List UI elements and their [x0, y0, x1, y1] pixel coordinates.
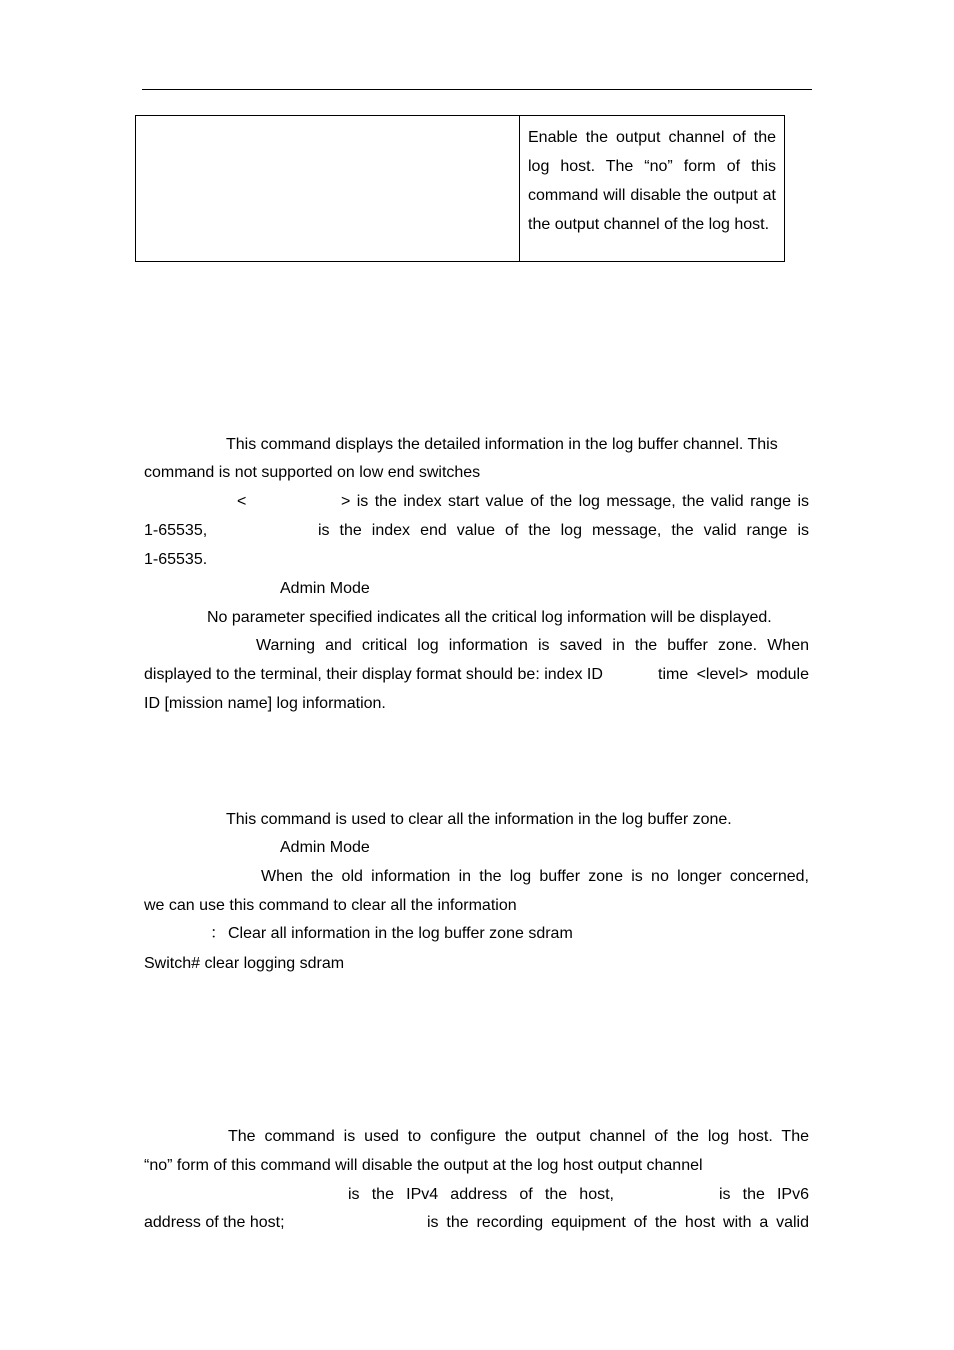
clear-usage-2: we can use this command to clear all the information: [144, 897, 517, 914]
show-usage-2a: displayed to the terminal, their display format should be: index ID: [144, 666, 603, 683]
show-param-range: 1-65535,: [144, 522, 208, 539]
clear-function-text: This command is used to clear all the information in the log buffer zone.: [226, 811, 732, 828]
show-param-range-2: 1-65535.: [144, 551, 208, 568]
show-mode: Admin Mode: [280, 580, 370, 597]
clear-mode: Admin Mode: [280, 839, 370, 856]
table-cell-description: Enable the output channel of the log host. The “no” form of this command will disable the output at the output channel of the log host.: [528, 129, 776, 233]
show-function-text: This command displays the detailed information in the log buffer channel. This: [226, 436, 778, 453]
show-param-text-2: is the index end value of the log message, the valid range is: [318, 522, 809, 539]
show-usage-1: Warning and critical log information is saved in the buffer zone. When: [256, 637, 809, 654]
host-param-a: is the IPv4 address of the host,: [348, 1186, 614, 1203]
host-param-d: is the recording equipment of the host with a valid: [427, 1214, 809, 1231]
show-default: No parameter specified indicates all the critical log information will be displayed.: [207, 609, 772, 626]
host-function-2: “no” form of this command will disable the output at the log host output channel: [144, 1157, 703, 1174]
clear-example-cmd: Switch# clear logging sdram: [144, 955, 345, 972]
clear-example-desc: Clear all information in the log buffer zone sdram: [228, 925, 573, 942]
host-param-c: address of the host;: [144, 1214, 285, 1231]
show-usage-2b: time <level> module: [658, 666, 809, 683]
host-param-b: is the IPv6: [719, 1186, 809, 1203]
show-param-lt: <: [237, 493, 247, 510]
table-column-divider: [519, 116, 520, 261]
show-param-text-1: > is the index start value of the log message, the valid range is: [341, 493, 809, 510]
host-function-1: The command is used to configure the output channel of the log host. The: [228, 1128, 809, 1145]
clear-example-colon: ：: [210, 925, 227, 942]
command-table: [135, 115, 785, 262]
show-function-text-2: command is not supported on low end switches: [144, 464, 481, 481]
header-rule: [142, 89, 812, 90]
clear-usage-1: When the old information in the log buffer zone is no longer concerned,: [261, 868, 809, 885]
show-usage-3: ID [mission name] log information.: [144, 695, 386, 712]
